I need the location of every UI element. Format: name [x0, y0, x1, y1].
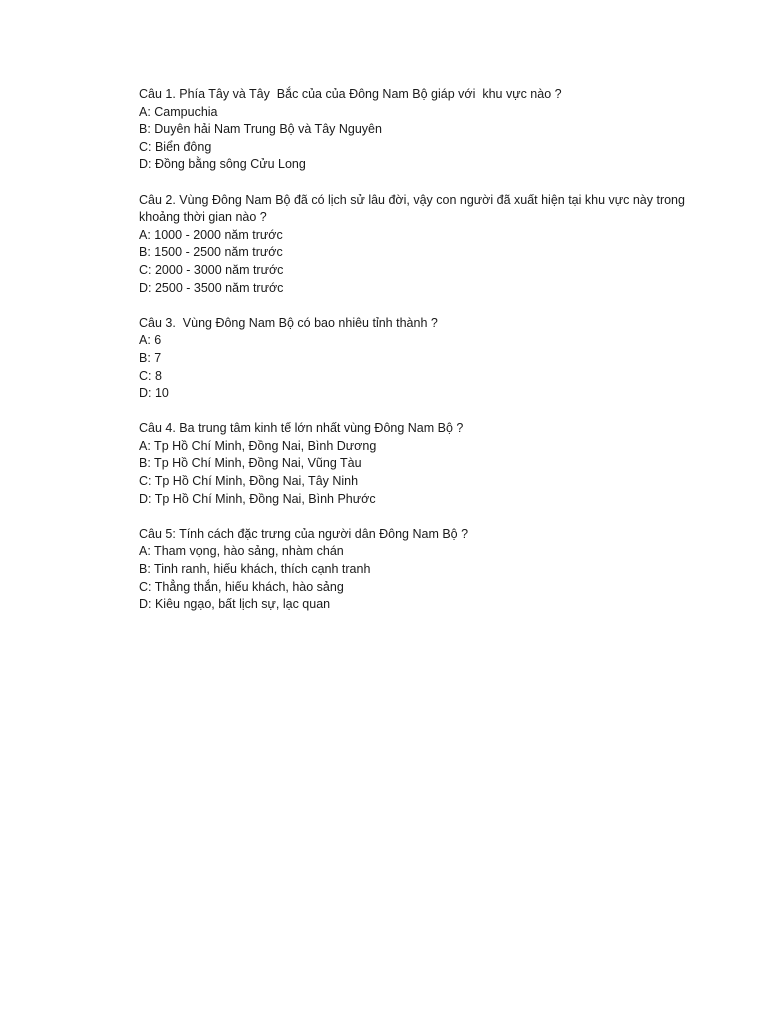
question-text: Câu 4. Ba trung tâm kinh tế lớn nhất vùng Đông Nam Bộ ? — [139, 421, 464, 436]
question-text: Câu 5: Tính cách đặc trưng của người dân Đông Nam Bộ ? — [139, 526, 469, 541]
option-d: D: Kiêu ngạo, bất lịch sự, lạc quan — [139, 597, 331, 612]
option-a: A: Tp Hồ Chí Minh, Đồng Nai, Bình Dương — [139, 438, 377, 453]
quiz-content — [139, 86, 699, 631]
option-c: C: Thẳng thắn, hiếu khách, hào sảng — [139, 579, 344, 594]
question-text: Câu 1. Phía Tây và Tây Bắc của của Đông Nam Bộ giáp với khu vực nào ? — [139, 87, 562, 101]
option-b: B: 7 — [139, 350, 162, 365]
question-1 — [139, 86, 699, 174]
option-a: A: 6 — [139, 333, 162, 348]
option-b: B: 1500 - 2500 năm trước — [139, 245, 283, 260]
option-d: D: Tp Hồ Chí Minh, Đồng Nai, Bình Phước — [139, 491, 376, 506]
option-c: C: 8 — [139, 368, 162, 383]
option-b: B: Tinh ranh, hiếu khách, thích cạnh tranh — [139, 562, 371, 577]
option-a: A: Tham vọng, hào sảng, nhàm chán — [139, 544, 344, 559]
question-text: Câu 2. Vùng Đông Nam Bộ đã có lịch sử lâu đời, vậy con người đã xuất hiện tại khu vực này trong khoảng thời gian nào ? — [139, 192, 689, 225]
option-a: A: 1000 - 2000 năm trước — [139, 227, 283, 242]
option-b: B: Duyên hải Nam Trung Bộ và Tây Nguyên — [139, 122, 382, 137]
option-d: D: Đồng bằng sông Cửu Long — [139, 157, 306, 172]
question-2 — [139, 192, 699, 298]
question-5 — [139, 526, 699, 614]
option-b: B: Tp Hồ Chí Minh, Đồng Nai, Vũng Tàu — [139, 456, 362, 471]
question-text: Câu 3. Vùng Đông Nam Bộ có bao nhiêu tỉnh thành ? — [139, 315, 438, 330]
option-d: D: 10 — [139, 386, 169, 401]
option-c: C: 2000 - 3000 năm trước — [139, 262, 284, 277]
question-3 — [139, 315, 699, 403]
option-c: C: Biển đông — [139, 139, 212, 154]
question-4 — [139, 420, 699, 508]
option-c: C: Tp Hồ Chí Minh, Đồng Nai, Tây Ninh — [139, 474, 359, 489]
option-d: D: 2500 - 3500 năm trước — [139, 280, 284, 295]
option-a: A: Campuchia — [139, 104, 218, 119]
